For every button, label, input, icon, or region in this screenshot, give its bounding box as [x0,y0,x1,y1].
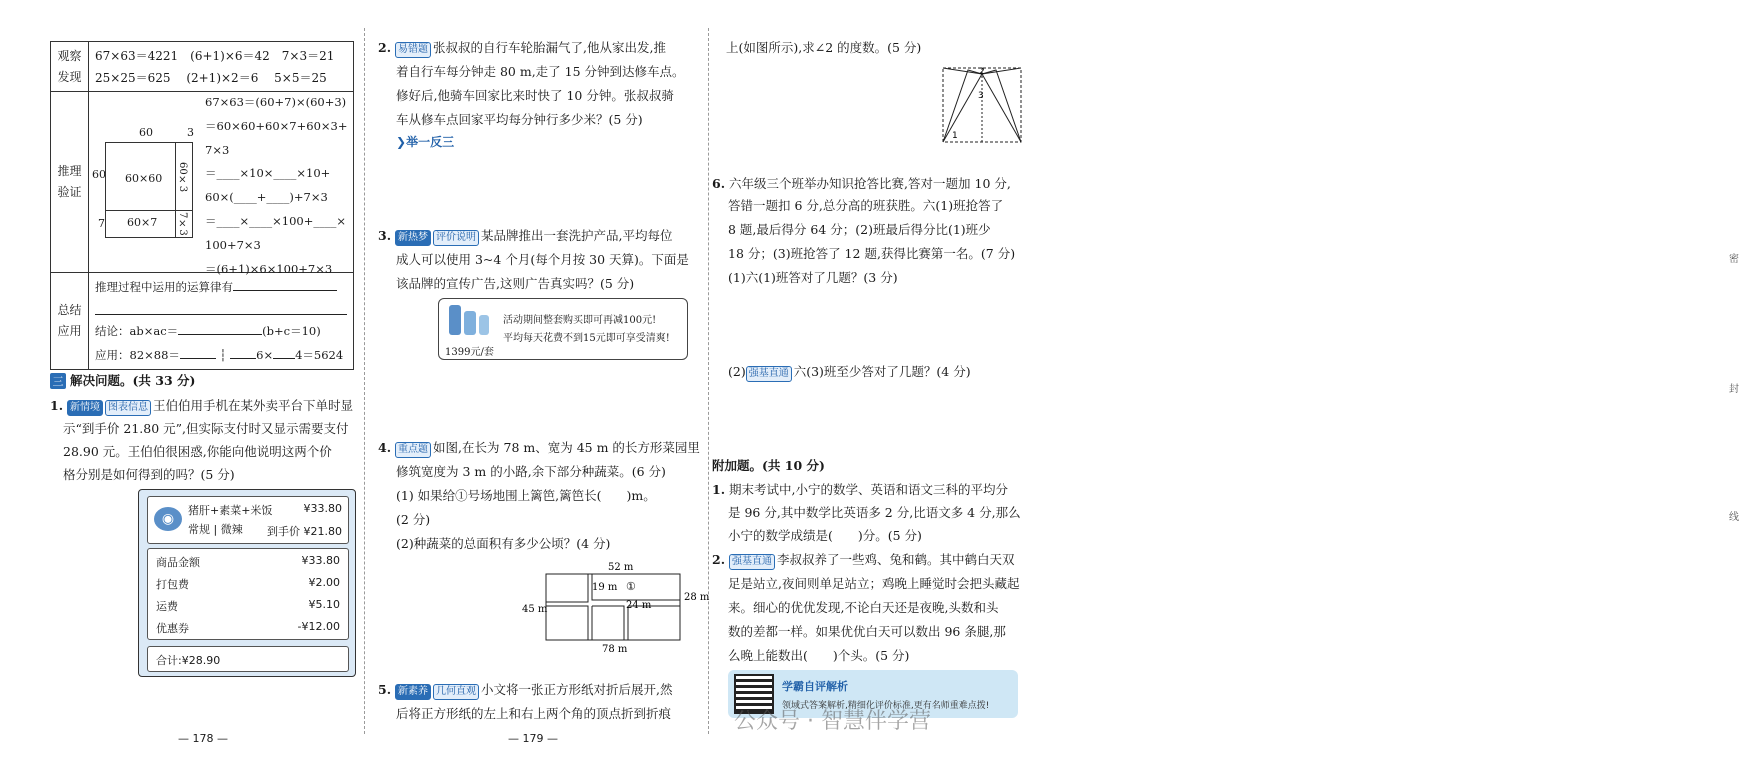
q3-line-3: 该品牌的宣传广告,这则广告真实吗？(5 分) [396,276,635,291]
ad-line-1: 活动期间整套购买即可再减100元! [503,315,657,326]
box-label-7: 7 [98,217,105,230]
page-number-mid: — 179 — [508,732,558,745]
b2-line-2: 足是站立,夜间则单足站立；鸡晚上睡觉时会把头藏起 [728,576,1020,591]
q6-line-5: (1)六(1)班答对了几题？(3 分) [728,270,898,285]
observe-row-1: 67×63＝4221 (6+1)×6＝42 7×3＝21 [95,48,335,63]
q6-sub2: (2) 强基直通 六(3)班至少答对了几题？(4 分) [728,362,971,382]
observe-label: 观察 发现 [51,42,89,92]
q3-line-1: 3. 新热梦 评价说明 某品牌推出一套洗护产品,平均每位 [378,226,673,246]
q5-continued: 上(如图所示),求∠2 的度数。(5 分) [726,40,922,55]
food-bowl-icon: ◉ [154,507,182,531]
q4-line-1: 4. 重点题 如图,在长为 78 m、宽为 45 m 的长方形菜园里 [378,438,700,458]
product-ad [438,298,688,360]
receipt-fee-list: 商品金额 ¥33.80 打包费 ¥2.00 运费 ¥5.10 优惠券 -¥12.00 [147,548,349,640]
ad-price: 1399元/套 [445,347,494,358]
q5-line-1: 5. 新素养 几何直观 小文将一张正方形纸对折后展开,然 [378,680,673,700]
cell-60x7: 60×7 [127,216,158,229]
side-mark-line: 线 [1729,512,1739,523]
section-header [50,372,195,390]
receipt-spec: 常规 | 微辣 [188,523,243,536]
observe-row-2: 25×25＝625 (2+1)×2＝6 5×5＝25 [95,70,327,85]
delivery-receipt [138,489,356,677]
b2-line-1: 2. 强基直通 李叔叔养了一些鸡、兔和鹤。其中鹤白天双 [712,550,1015,570]
cell-7x3: 7×3 [177,212,188,236]
q1-line-2: 示“到手价 21.80 元”,但实际支付时又显示需要支付 [63,421,349,436]
box-label-3: 3 [187,126,194,139]
q2-tag: 易错题 [395,42,431,58]
section-icon: 三 [50,373,66,389]
angle-1-label: 1 [952,131,958,141]
bottle-icon-2 [464,311,476,335]
q6-line-1: 6. 六年级三个班举办知识抢答比赛,答对一题加 10 分, [712,176,1011,191]
box-label-60-top: 60 [139,126,153,139]
q3-line-2: 成人可以使用 3~4 个月(每个月按 30 天算)。下面是 [396,252,689,267]
folded-paper-diagram [942,66,1024,144]
q4-line-3: (1) 如果给①号场地围上篱笆,篱笆长( )m。 [396,488,656,503]
section-title: 解决问题。(共 33 分) [69,373,196,388]
receipt-total: 合计:¥28.90 [147,646,349,672]
cell-60x60: 60×60 [125,172,163,185]
reasoning-table [50,41,354,370]
q6-line-4: 18 分；(3)班抢答了 12 题,获得比赛第一名。(7 分) [728,246,1016,261]
receipt-dish: 猪肝+素菜+米饭 [188,504,273,517]
side-mark-closed: 封 [1729,384,1739,395]
b2-line-3: 来。细心的优优发现,不论白天还是夜晚,头数和头 [728,600,999,615]
q2-line-2: 着自行车每分钟走 80 m,走了 15 分钟到达修车点。 [396,64,685,79]
chevron-right-icon: ❯ [396,135,407,149]
q1-tag-new: 新情境 [67,400,103,416]
q2-line-1: 2. 易错题 张叔叔的自行车轮胎漏气了,他从家出发,推 [378,38,666,58]
garden-label-45: 45 m [522,604,548,615]
receipt-price: ¥33.80 [303,502,342,515]
q1-line-1: 1. 新情境 图表信息 王伯伯用手机在某外卖平台下单时显 [50,396,353,416]
b2-line-4: 数的差都一样。如果优优白天可以数出 96 条腿,那 [728,624,1006,639]
verify-equations: 67×63＝(60+7)×(60+3) ＝60×60+60×7+60×3+ 7×3 ＝____×10×____×10+ 60×(____+____)+7×3 ＝____×____×100+____× 100+7×3 ＝(6+1)×6×100+7×3 [205,95,348,276]
left-page [0,0,362,762]
q1-line-4: 格分别是如何得到的吗？(5 分) [63,467,235,482]
receipt-order-card [147,496,349,544]
garden-label-52: 52 m [608,562,634,573]
q1-line-3: 28.90 元。王伯伯很困惑,你能向他说明这两个价 [63,444,332,459]
area-model [89,92,353,276]
receipt-to-hand: 到手价 ¥21.80 [267,525,342,538]
q4-line-4: (2 分) [396,512,431,527]
ad-line-2: 平均每天花费不到15元即可享受清爽! [503,333,670,344]
summary-line-3: 应用：82×88＝ ┆ 6× 4＝5624 [95,348,344,362]
q4-line-5: (2)种蔬菜的总面积有多少公顷？(4 分) [396,536,611,551]
q2-line-3: 修好后,他骑车回家比来时快了 10 分钟。张叔叔骑 [396,88,674,103]
banner-title: 学霸自评解析 [782,680,848,693]
bottle-icon [449,305,461,335]
page-number-left: — 178 — [178,732,228,745]
right-page [702,0,1739,762]
b1-line-1: 1. 期末考试中,小宁的数学、英语和语文三科的平均分 [712,482,1009,497]
cell-60x3: 60×3 [177,162,188,193]
middle-page [362,0,710,762]
q6-line-3: 8 题,最后得分 64 分；(2)班最后得分比(1)班少 [728,222,991,237]
summary-line-1: 推理过程中运用的运算律有 [95,275,347,299]
verify-label: 推理 验证 [51,92,89,273]
q1-tag-chart: 图表信息 [105,400,151,416]
box-label-60-left: 60 [92,168,106,181]
summary-label: 总结 应用 [51,273,89,370]
garden-circle-1: ① [626,580,636,593]
summary-line-2: 结论：ab×ac＝ (b+c＝10) [95,324,321,338]
b2-line-5: 么晚上能数出( )个头。(5 分) [728,648,910,663]
banner-subtitle: 领域式答案解析,精细化评价标准,更有名师重难点拨! [782,701,990,711]
garden-label-78: 78 m [602,644,628,655]
garden-label-19: 19 m [592,582,618,593]
q4-line-2: 修筑宽度为 3 m 的小路,余下部分种蔬菜。(6 分) [396,464,666,479]
angle-3-label: 3 [978,91,984,101]
angle-2-label: 2 [979,67,985,77]
watermark: 公众号 · 智慧伴学营 [734,709,931,734]
q6-line-2: 答错一题扣 6 分,总分高的班获胜。六(1)班抢答了 [728,198,1004,213]
side-mark-seal: 密 [1729,254,1739,265]
q2-line-4: 车从修车点回家平均每分钟行多少米？(5 分) [396,112,643,127]
garden-label-24: 24 m [626,600,652,611]
b1-line-3: 小宁的数学成绩是( )分。(5 分) [728,528,922,543]
extend-practice: ❯举一反三 [396,135,455,149]
bottle-icon-3 [479,315,489,335]
b1-line-2: 是 96 分,其中数学比英语多 2 分,比语文多 4 分,那么 [728,505,1021,520]
bonus-title: 附加题。(共 10 分) [712,458,825,473]
q5-line-2: 后将正方形纸的左上和右上两个角的顶点折到折痕 [396,706,672,721]
garden-label-28: 28 m [684,592,710,603]
garden-diagram [522,560,710,655]
